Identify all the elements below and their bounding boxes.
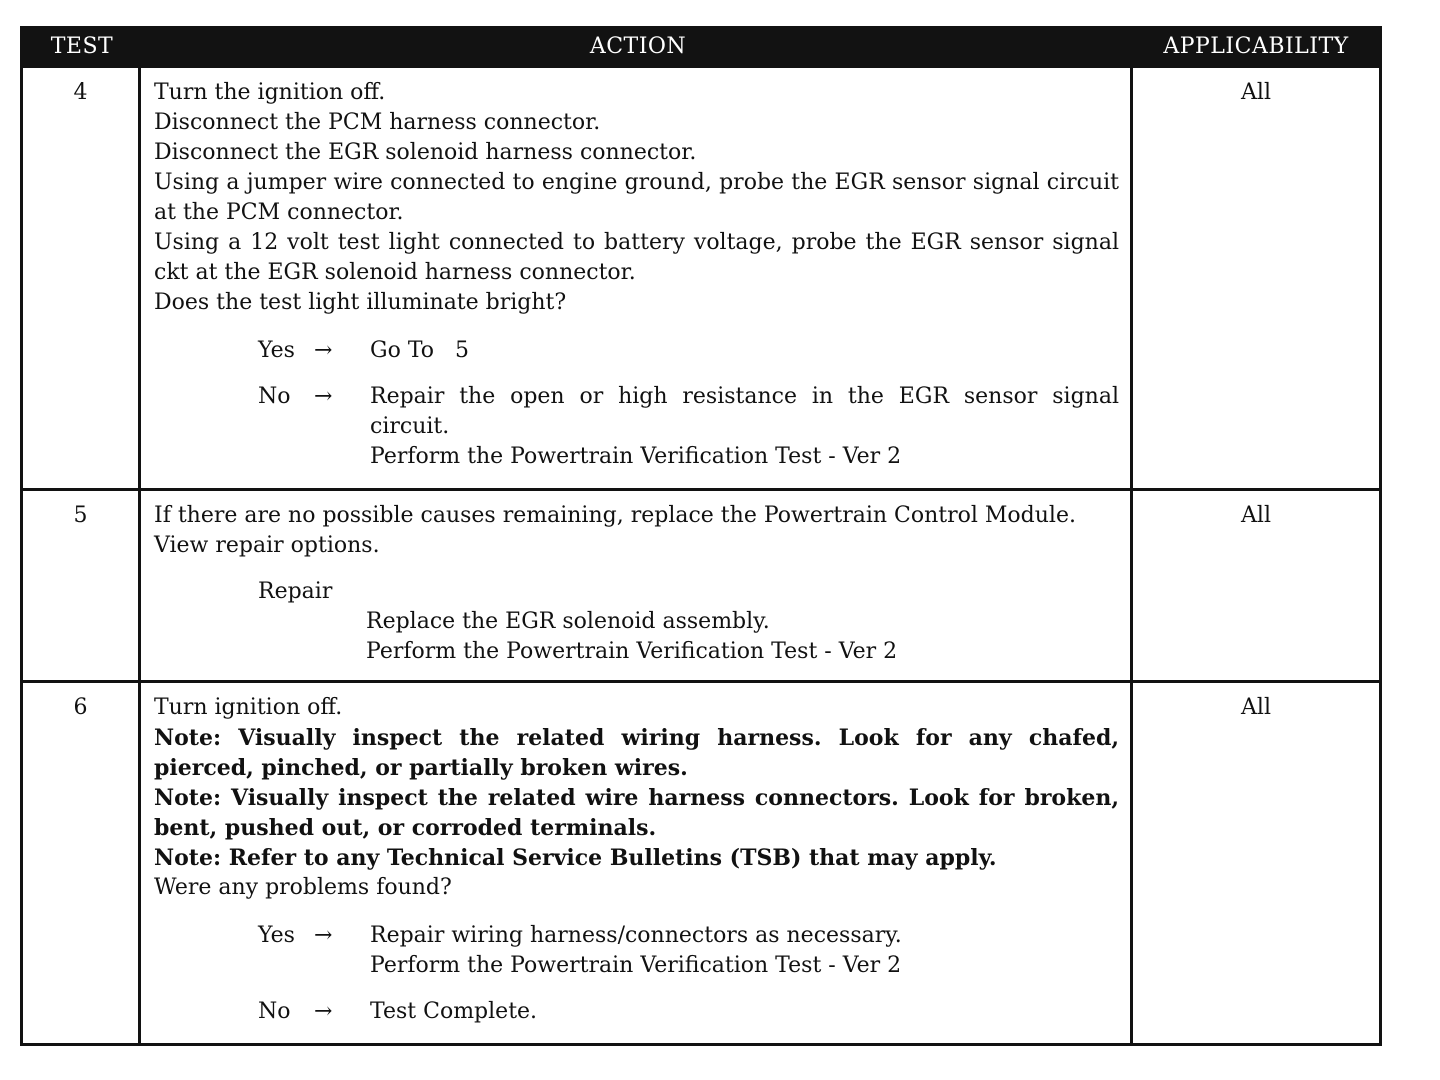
yes-result-line: Perform the Powertrain Verification Test - Ver 2 [370,953,902,978]
answer-options [258,921,1119,1027]
header-action: ACTION [589,34,687,59]
action-line: Disconnect the EGR solenoid harness connector. [154,140,697,165]
header-test: TEST [50,34,114,59]
action-line: Using a jumper wire connected to engine ground, probe the EGR sensor signal circuit at the PCM connector. [154,170,1119,225]
no-option [258,997,1119,1027]
note: Note: Visually inspect the related wire harness connectors. Look for broken, bent, pushed out, or corroded terminals. [154,785,1119,841]
applicability: All [1130,491,1379,680]
table-row [23,491,1379,683]
repair-steps [366,607,1119,667]
repair-options [258,577,1119,667]
table-header [20,26,1382,68]
yes-option [258,921,1119,981]
action-line: If there are no possible causes remaining, replace the Powertrain Control Module. [154,503,1076,528]
table-row [23,683,1379,1043]
applicability: All [1130,68,1379,488]
no-label: No [258,384,291,409]
no-result-line: Repair the open or high resistance in the EGR sensor signal circuit. [370,384,1119,439]
table-row [23,68,1379,491]
arrow-right-icon: → [314,999,333,1024]
no-option [258,382,1119,472]
action-cell [144,683,1127,1037]
question: Does the test light illuminate bright? [154,290,567,315]
action-cell [144,68,1127,482]
action-line: Turn the ignition off. [154,80,386,105]
arrow-right-icon: → [314,923,333,948]
action-line: Using a 12 volt test light connected to battery voltage, probe the EGR sensor signal ckt at the EGR solenoid harness connector. [154,230,1119,285]
yes-label: Yes [258,923,295,948]
action-cell [144,491,1127,677]
question: Were any problems found? [154,875,452,900]
test-number: 4 [23,68,141,488]
action-line: View repair options. [154,533,380,558]
yes-label: Yes [258,338,295,363]
repair-step: Replace the EGR solenoid assembly. [366,609,770,634]
note: Note: Refer to any Technical Service Bulletins (TSB) that may apply. [154,845,997,871]
test-number: 5 [23,491,141,680]
yes-result: Go To 5 [370,338,469,363]
applicability: All [1130,683,1379,1043]
yes-result [370,921,1119,981]
no-result: Test Complete. [370,999,538,1024]
no-result [370,382,1119,472]
no-result-line: Perform the Powertrain Verification Test - Ver 2 [370,444,902,469]
action-line: Disconnect the PCM harness connector. [154,110,601,135]
action-line: Turn ignition off. [154,695,343,720]
arrow-right-icon: → [314,338,333,363]
header-applicability: APPLICABILITY [1163,34,1349,59]
answer-options [258,336,1119,472]
repair-step: Perform the Powertrain Verification Test - Ver 2 [366,639,898,664]
diagnostic-table [20,26,1382,1046]
yes-option [258,336,1119,366]
no-label: No [258,999,291,1024]
test-number: 6 [23,683,141,1043]
yes-result-line: Repair wiring harness/connectors as necessary. [370,923,902,948]
arrow-right-icon: → [314,384,333,409]
note: Note: Visually inspect the related wiring harness. Look for any chafed, pierced, pinched, or partially broken wires. [154,725,1119,781]
table-body [20,68,1382,1046]
repair-label: Repair [258,579,333,604]
